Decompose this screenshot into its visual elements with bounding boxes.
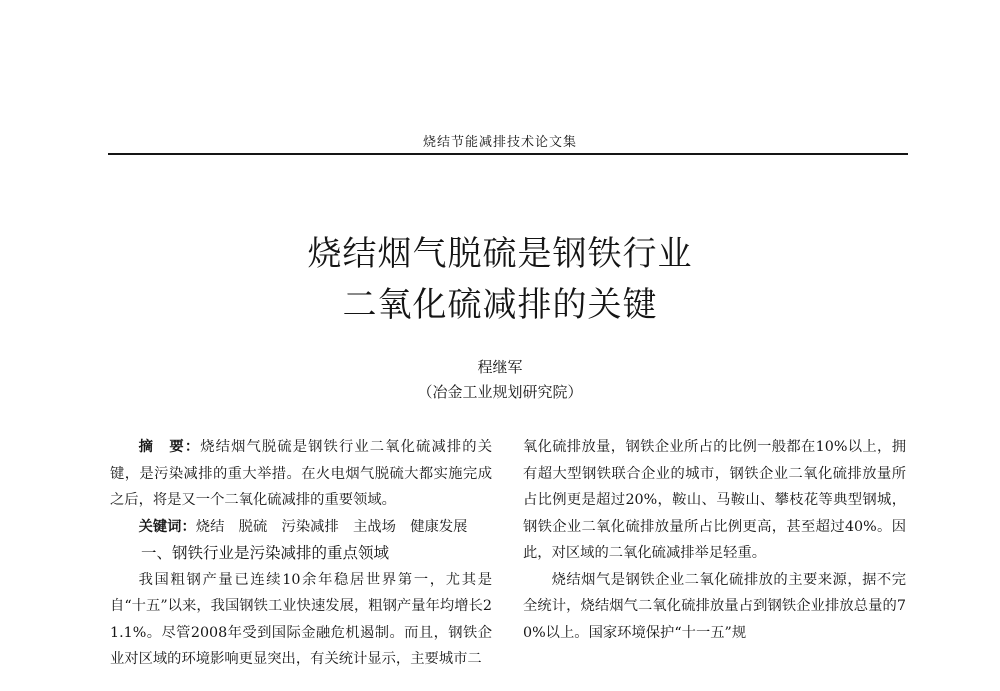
- paper-title-line-2: 二氧化硫减排的关键: [342, 285, 658, 325]
- abstract: [110, 434, 492, 514]
- body-paragraph-1-continued: 氧化硫排放量，钢铁企业所占的比例一般都在10%以上，拥有超大型钢铁联合企业的城市，钢铁企业二氧化硫排放量所占比例更是超过20%，鞍山、马鞍山、攀枝花等典型钢城，钢铁企业二氧化硫排放量所占比例更高，甚至超过40%。因此，对区域的二氧化硫减排举足轻重。: [523, 439, 906, 561]
- keywords: [110, 514, 492, 541]
- abstract-text: 烧结烟气脱硫是钢铁行业二氧化硫减排的关键，是污染减排的重大举措。在火电烟气脱硫大都实施完成之后，将是又一个二氧化硫减排的重要领域。: [110, 439, 492, 508]
- keywords-label: 关键词：: [138, 518, 196, 535]
- right-column: [523, 434, 906, 646]
- abstract-label: 摘 要：: [138, 439, 201, 455]
- body-paragraph-2: 烧结烟气是钢铁企业二氧化硫排放的主要来源，据不完全统计，烧结烟气二氧化硫排放量占到钢铁企业排放总量的70%以上。国家环境保护“十一五”规: [523, 571, 906, 641]
- left-column: [110, 434, 492, 673]
- running-head: 烧结节能减排技术论文集: [422, 135, 577, 150]
- body-paragraph-1: 我国粗钢产量已连续10余年稳居世界第一，尤其是自“十五”以来，我国钢铁工业快速发展，粗钢产量年均增长21.1%。尽管2008年受到国际金融危机遏制。而且，钢铁企业对区域的环境影响更显突出，有关统计显示，主要城市二: [110, 571, 492, 667]
- author-name: 程继军: [477, 358, 523, 376]
- keywords-text: 烧结 脱硫 污染减排 主战场 健康发展: [195, 518, 468, 535]
- paper-title-line-1: 烧结烟气脱硫是钢铁行业: [307, 234, 693, 274]
- section-heading: 一、钢铁行业是污染减排的重点领域: [141, 544, 390, 562]
- header-rule: [108, 153, 908, 155]
- author-affiliation: （冶金工业规划研究院）: [417, 383, 583, 401]
